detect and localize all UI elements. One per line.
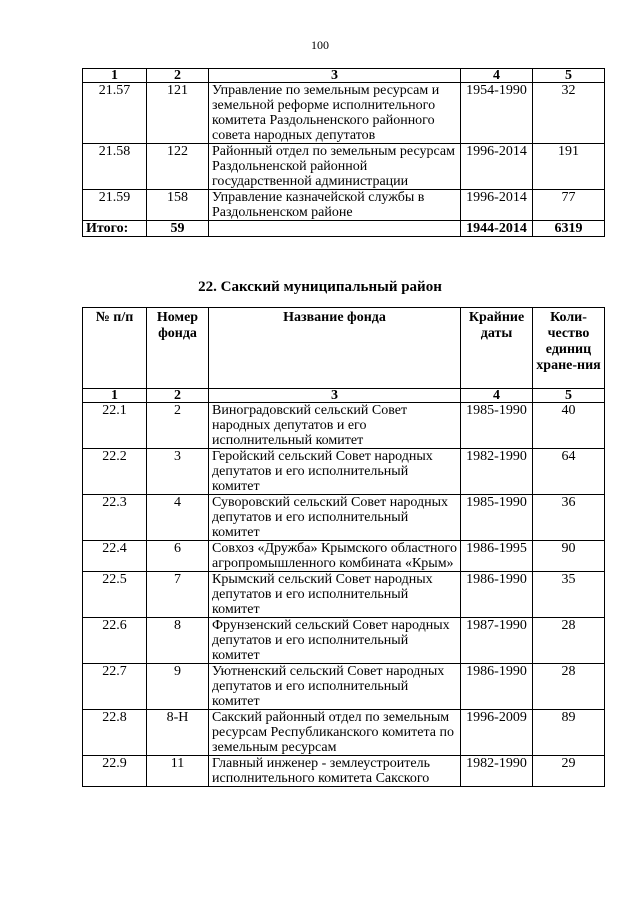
storage-units: 64: [533, 449, 605, 495]
table-row: [83, 495, 605, 541]
table-row: [83, 756, 605, 787]
total-row: [83, 221, 605, 237]
column-number: 5: [533, 389, 605, 403]
fond-number: 158: [147, 190, 209, 221]
table-row: [83, 449, 605, 495]
storage-units: 77: [533, 190, 605, 221]
date-range: 1996-2014: [461, 190, 533, 221]
fond-name: Совхоз «Дружба» Крымского областного агропромышленного комбината «Крым»: [209, 541, 461, 572]
table-row: [83, 190, 605, 221]
fond-number: 8-Н: [147, 710, 209, 756]
archive-table-continued: [82, 68, 605, 237]
storage-units: 35: [533, 572, 605, 618]
fond-number: 8: [147, 618, 209, 664]
total-storage-units: 6319: [533, 221, 605, 237]
fond-name: Управление казначейской службы в Раздольненском районе: [209, 190, 461, 221]
total-date-range: 1944-2014: [461, 221, 533, 237]
date-range: 1985-1990: [461, 495, 533, 541]
total-label: Итого:: [83, 221, 147, 237]
table-row: [83, 83, 605, 144]
fond-number: 3: [147, 449, 209, 495]
row-id: 21.57: [83, 83, 147, 144]
row-id: 22.4: [83, 541, 147, 572]
section-title: 22. Сакский муниципальный район: [198, 279, 442, 295]
table-row: [83, 618, 605, 664]
header-id: № п/п: [83, 308, 147, 389]
row-id: 21.59: [83, 190, 147, 221]
fond-name: Крымский сельский Совет народных депутатов и его исполнительный комитет: [209, 572, 461, 618]
fond-number: 9: [147, 664, 209, 710]
total-fond-count: 59: [147, 221, 209, 237]
storage-units: 89: [533, 710, 605, 756]
date-range: 1954-1990: [461, 83, 533, 144]
fond-name: Районный отдел по земельным ресурсам Раздольненской районной государственной администрации: [209, 144, 461, 190]
header-fond: Номер фонда: [147, 308, 209, 389]
column-number: 3: [209, 69, 461, 83]
header-count: Коли-чество единиц хране-ния: [533, 308, 605, 389]
column-number: 1: [83, 69, 147, 83]
fond-number: 6: [147, 541, 209, 572]
table-row: [83, 572, 605, 618]
archive-table-saki: [82, 307, 605, 787]
fond-name: Главный инженер - землеустроитель исполнительного комитета Сакского: [209, 756, 461, 787]
fond-number: 4: [147, 495, 209, 541]
page-number: 100: [311, 38, 329, 52]
row-id: 21.58: [83, 144, 147, 190]
row-id: 22.2: [83, 449, 147, 495]
date-range: 1985-1990: [461, 403, 533, 449]
row-id: 22.7: [83, 664, 147, 710]
row-id: 22.9: [83, 756, 147, 787]
table-row: [83, 144, 605, 190]
column-number: 4: [461, 69, 533, 83]
date-range: 1996-2014: [461, 144, 533, 190]
fond-name: Геройский сельский Совет народных депутатов и его исполнительный комитет: [209, 449, 461, 495]
column-number-row: [83, 69, 605, 83]
storage-units: 29: [533, 756, 605, 787]
date-range: 1986-1990: [461, 572, 533, 618]
fond-name: Суворовский сельский Совет народных депутатов и его исполнительный комитет: [209, 495, 461, 541]
header-row: [83, 308, 605, 389]
fond-number: 11: [147, 756, 209, 787]
column-number: 1: [83, 389, 147, 403]
storage-units: 36: [533, 495, 605, 541]
row-id: 22.3: [83, 495, 147, 541]
date-range: 1996-2009: [461, 710, 533, 756]
fond-number: 2: [147, 403, 209, 449]
row-id: 22.5: [83, 572, 147, 618]
row-id: 22.6: [83, 618, 147, 664]
date-range: 1986-1990: [461, 664, 533, 710]
row-id: 22.1: [83, 403, 147, 449]
table-row: [83, 541, 605, 572]
fond-number: 122: [147, 144, 209, 190]
fond-name: Уютненский сельский Совет народных депутатов и его исполнительный комитет: [209, 664, 461, 710]
date-range: 1982-1990: [461, 449, 533, 495]
table-row: [83, 403, 605, 449]
column-number: 2: [147, 389, 209, 403]
date-range: 1986-1995: [461, 541, 533, 572]
header-name: Название фонда: [209, 308, 461, 389]
date-range: 1987-1990: [461, 618, 533, 664]
table-row: [83, 710, 605, 756]
fond-name: Фрунзенский сельский Совет народных депутатов и его исполнительный комитет: [209, 618, 461, 664]
fond-number: 7: [147, 572, 209, 618]
storage-units: 28: [533, 664, 605, 710]
storage-units: 40: [533, 403, 605, 449]
storage-units: 90: [533, 541, 605, 572]
storage-units: 191: [533, 144, 605, 190]
storage-units: 28: [533, 618, 605, 664]
column-number-row: [83, 389, 605, 403]
fond-name: Сакский районный отдел по земельным ресурсам Республиканского комитета по земельным ресурсам: [209, 710, 461, 756]
fond-name: Управление по земельным ресурсам и земельной реформе исполнительного комитета Раздольненского районного совета народных депутатов: [209, 83, 461, 144]
column-number: 3: [209, 389, 461, 403]
column-number: 2: [147, 69, 209, 83]
column-number: 5: [533, 69, 605, 83]
storage-units: 32: [533, 83, 605, 144]
total-name: [209, 221, 461, 237]
table-row: [83, 664, 605, 710]
fond-number: 121: [147, 83, 209, 144]
row-id: 22.8: [83, 710, 147, 756]
header-dates: Крайние даты: [461, 308, 533, 389]
date-range: 1982-1990: [461, 756, 533, 787]
column-number: 4: [461, 389, 533, 403]
fond-name: Виноградовский сельский Совет народных депутатов и его исполнительный комитет: [209, 403, 461, 449]
